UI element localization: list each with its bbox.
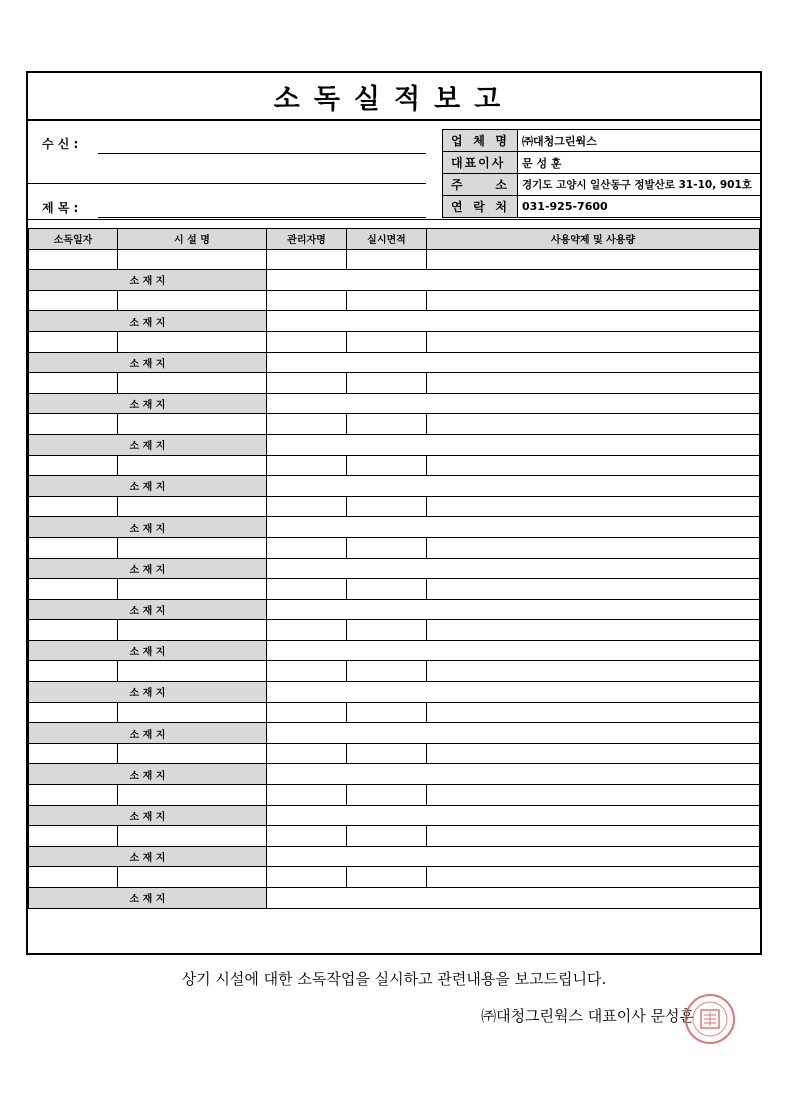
date-cell[interactable] (29, 496, 118, 517)
date-cell[interactable] (29, 620, 118, 641)
date-cell[interactable] (29, 373, 118, 394)
location-row (29, 270, 760, 291)
location-label: 소 재 지 (29, 434, 267, 455)
record-row (29, 537, 760, 558)
signature-text: ㈜대청그린웍스 대표이사 문성훈 (481, 1007, 694, 1025)
facility-cell[interactable] (118, 455, 267, 476)
chemicals-cell[interactable] (427, 373, 760, 394)
record-row (29, 579, 760, 600)
location-row (29, 558, 760, 579)
location-value[interactable] (267, 764, 760, 785)
chemicals-cell[interactable] (427, 867, 760, 888)
location-value[interactable] (267, 723, 760, 744)
chemicals-cell[interactable] (427, 496, 760, 517)
facility-cell[interactable] (118, 579, 267, 600)
facility-cell[interactable] (118, 290, 267, 311)
location-label: 소 재 지 (29, 764, 267, 785)
subject-label: 제 목 : (42, 201, 79, 215)
manager-cell[interactable] (267, 661, 347, 682)
recipient-label: 수 신 : (42, 137, 79, 151)
location-label: 소 재 지 (29, 476, 267, 497)
date-cell[interactable] (29, 290, 118, 311)
date-cell[interactable] (29, 785, 118, 806)
chemicals-cell[interactable] (427, 331, 760, 352)
header-chemicals: 사용약제 및 사용량 (427, 229, 760, 250)
chemicals-cell[interactable] (427, 702, 760, 723)
location-value[interactable] (267, 476, 760, 497)
chemicals-cell[interactable] (427, 579, 760, 600)
location-value[interactable] (267, 352, 760, 373)
manager-cell[interactable] (267, 620, 347, 641)
record-row (29, 743, 760, 764)
phone-label: 연 락 처 (443, 196, 518, 218)
location-row (29, 640, 760, 661)
facility-cell[interactable] (118, 249, 267, 270)
date-cell[interactable] (29, 867, 118, 888)
location-label: 소 재 지 (29, 311, 267, 332)
location-row (29, 599, 760, 620)
location-label: 소 재 지 (29, 846, 267, 867)
facility-cell[interactable] (118, 702, 267, 723)
manager-cell[interactable] (267, 537, 347, 558)
area-cell[interactable] (347, 579, 427, 600)
record-row (29, 290, 760, 311)
address-label: 주 소 (443, 174, 518, 196)
header-area: 실시면적 (347, 229, 427, 250)
manager-cell[interactable] (267, 579, 347, 600)
phone-value: 031-925-7600 (518, 196, 761, 218)
location-value[interactable] (267, 434, 760, 455)
manager-cell[interactable] (267, 826, 347, 847)
record-row (29, 331, 760, 352)
record-row (29, 867, 760, 888)
chemicals-cell[interactable] (427, 620, 760, 641)
location-row (29, 723, 760, 744)
location-label: 소 재 지 (29, 558, 267, 579)
location-row (29, 888, 760, 909)
header-facility: 시 설 명 (118, 229, 267, 250)
location-label: 소 재 지 (29, 640, 267, 661)
location-row (29, 476, 760, 497)
page-title: 소독실적보고 (28, 73, 760, 121)
chemicals-cell[interactable] (427, 661, 760, 682)
location-value[interactable] (267, 599, 760, 620)
date-cell[interactable] (29, 702, 118, 723)
date-cell[interactable] (29, 249, 118, 270)
record-row (29, 455, 760, 476)
address-value: 경기도 고양시 일산동구 정발산로 31-10, 901호 (518, 174, 761, 196)
chemicals-cell[interactable] (427, 414, 760, 435)
area-cell[interactable] (347, 537, 427, 558)
manager-cell[interactable] (267, 290, 347, 311)
chemicals-cell[interactable] (427, 743, 760, 764)
area-cell[interactable] (347, 414, 427, 435)
location-label: 소 재 지 (29, 599, 267, 620)
area-cell[interactable] (347, 373, 427, 394)
area-cell[interactable] (347, 785, 427, 806)
location-label: 소 재 지 (29, 517, 267, 538)
manager-cell[interactable] (267, 414, 347, 435)
facility-cell[interactable] (118, 661, 267, 682)
location-row (29, 846, 760, 867)
location-row (29, 393, 760, 414)
date-cell[interactable] (29, 661, 118, 682)
facility-cell[interactable] (118, 867, 267, 888)
subject-line[interactable] (98, 217, 426, 218)
header-divider (28, 219, 760, 220)
date-cell[interactable] (29, 537, 118, 558)
record-row (29, 620, 760, 641)
location-label: 소 재 지 (29, 352, 267, 373)
location-row (29, 805, 760, 826)
location-row (29, 764, 760, 785)
manager-cell[interactable] (267, 373, 347, 394)
location-value[interactable] (267, 640, 760, 661)
company-seal-icon (684, 993, 736, 1045)
record-row (29, 661, 760, 682)
records-table (28, 228, 760, 909)
manager-cell[interactable] (267, 785, 347, 806)
area-cell[interactable] (347, 620, 427, 641)
company-name-value: ㈜대청그린웍스 (518, 130, 761, 152)
facility-cell[interactable] (118, 620, 267, 641)
chemicals-cell[interactable] (427, 537, 760, 558)
header-date: 소독일자 (29, 229, 118, 250)
facility-cell[interactable] (118, 373, 267, 394)
area-cell[interactable] (347, 867, 427, 888)
chemicals-cell[interactable] (427, 785, 760, 806)
location-row (29, 682, 760, 703)
manager-cell[interactable] (267, 743, 347, 764)
date-cell[interactable] (29, 331, 118, 352)
chemicals-cell[interactable] (427, 249, 760, 270)
area-cell[interactable] (347, 826, 427, 847)
facility-cell[interactable] (118, 537, 267, 558)
manager-cell[interactable] (267, 496, 347, 517)
location-row (29, 311, 760, 332)
area-cell[interactable] (347, 331, 427, 352)
date-cell[interactable] (29, 414, 118, 435)
facility-cell[interactable] (118, 496, 267, 517)
record-row (29, 496, 760, 517)
header-manager: 관리자명 (267, 229, 347, 250)
location-row (29, 517, 760, 538)
manager-cell[interactable] (267, 867, 347, 888)
date-cell[interactable] (29, 826, 118, 847)
location-value[interactable] (267, 270, 760, 291)
facility-cell[interactable] (118, 785, 267, 806)
location-label: 소 재 지 (29, 682, 267, 703)
location-value[interactable] (267, 682, 760, 703)
area-cell[interactable] (347, 661, 427, 682)
chemicals-cell[interactable] (427, 826, 760, 847)
location-value[interactable] (267, 517, 760, 538)
facility-cell[interactable] (118, 331, 267, 352)
area-cell[interactable] (347, 496, 427, 517)
record-row (29, 826, 760, 847)
area-cell[interactable] (347, 455, 427, 476)
location-label: 소 재 지 (29, 270, 267, 291)
area-cell[interactable] (347, 743, 427, 764)
record-row (29, 785, 760, 806)
location-value[interactable] (267, 846, 760, 867)
record-row (29, 373, 760, 394)
location-label: 소 재 지 (29, 393, 267, 414)
record-row (29, 702, 760, 723)
facility-cell[interactable] (118, 826, 267, 847)
facility-cell[interactable] (118, 743, 267, 764)
record-row (29, 249, 760, 270)
statement-text: 상기 시설에 대한 소독작업을 실시하고 관련내용을 보고드립니다. (181, 970, 607, 988)
location-value[interactable] (267, 888, 760, 909)
area-cell[interactable] (347, 249, 427, 270)
location-value[interactable] (267, 558, 760, 579)
date-cell[interactable] (29, 455, 118, 476)
location-label: 소 재 지 (29, 723, 267, 744)
facility-cell[interactable] (118, 414, 267, 435)
report-form (26, 71, 762, 955)
location-row (29, 352, 760, 373)
area-cell[interactable] (347, 702, 427, 723)
recipient-line[interactable] (98, 153, 426, 154)
location-value[interactable] (267, 311, 760, 332)
company-info-table (442, 129, 761, 218)
company-name-label: 업 체 명 (443, 130, 518, 152)
record-row (29, 414, 760, 435)
recipient-extra-line (28, 183, 426, 184)
ceo-value: 문 성 훈 (518, 152, 761, 174)
manager-cell[interactable] (267, 249, 347, 270)
manager-cell[interactable] (267, 702, 347, 723)
chemicals-cell[interactable] (427, 455, 760, 476)
manager-cell[interactable] (267, 331, 347, 352)
area-cell[interactable] (347, 290, 427, 311)
location-value[interactable] (267, 805, 760, 826)
chemicals-cell[interactable] (427, 290, 760, 311)
manager-cell[interactable] (267, 455, 347, 476)
location-label: 소 재 지 (29, 805, 267, 826)
location-label: 소 재 지 (29, 888, 267, 909)
location-row (29, 434, 760, 455)
date-cell[interactable] (29, 743, 118, 764)
ceo-label: 대표이사 (443, 152, 518, 174)
table-header-row (29, 229, 760, 250)
location-value[interactable] (267, 393, 760, 414)
date-cell[interactable] (29, 579, 118, 600)
